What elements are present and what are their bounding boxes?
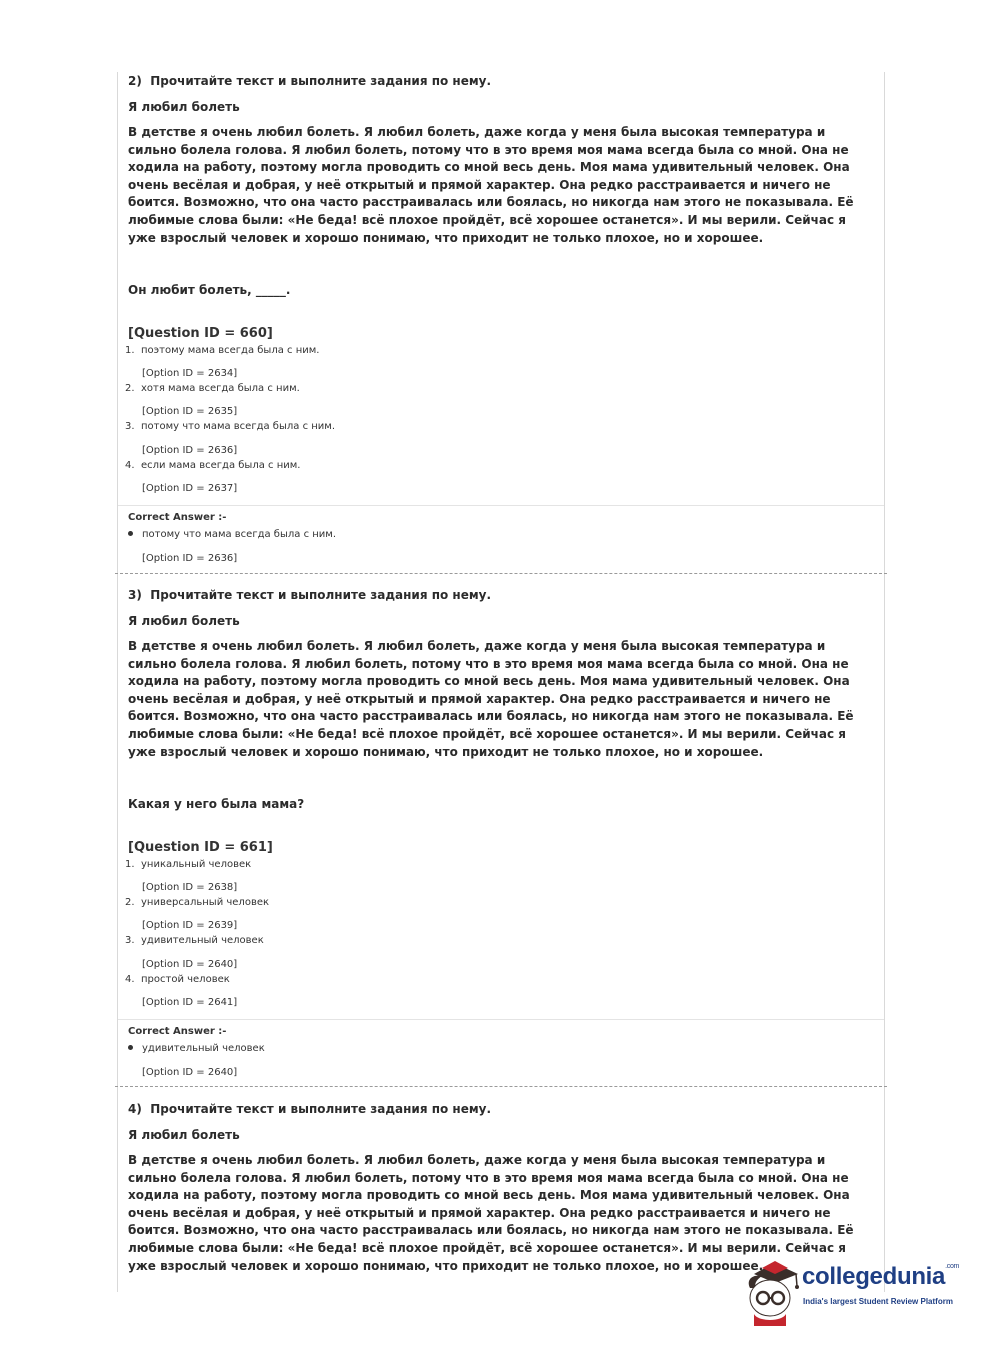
question-instruction: Прочитайте текст и выполните задания по нему. (150, 588, 492, 602)
page-right-border (884, 72, 885, 1292)
passage-text: В детстве я очень любил болеть. Я любил болеть, даже когда у меня была высокая температура и сильно болела голова. Я любил болеть, потому что в это время моя мама всегда была со мной. Она не ходила на работу, поэтому могла проводить со мной весь день. Моя мама удивительный человек. Она очень весёлая и добрая, у неё открытый и прямой характер. Она редко расстраивается и ничего не боится. Возможно, что она часто расстраивалась или боялась, но никогда нам этого не показывала. Её любимые слова были: «Не беда! всё плохое пройдёт, всё хорошее останется». И мы верили. Сейчас я уже взрослый человек и хорошо понимаю, что приходит не только плохое, но и хорошее. (128, 125, 854, 245)
question-divider (115, 1086, 887, 1087)
question-instruction: Прочитайте текст и выполните задания по нему. (150, 74, 492, 88)
option-text: универсальный человек (141, 897, 270, 908)
question-id: [Question ID = 660] (128, 326, 273, 341)
question-id: [Question ID = 661] (128, 840, 273, 855)
question-number: 4) (128, 1102, 142, 1116)
question-number: 2) (128, 74, 142, 88)
passage-text: В детстве я очень любил болеть. Я любил болеть, даже когда у меня была высокая температура и сильно болела голова. Я любил болеть, потому что в это время моя мама всегда была со мной. Она не ходила на работу, поэтому могла проводить со мной весь день. Моя мама удивительный человек. Она очень весёлая и добрая, у неё открытый и прямой характер. Она редко расстраивается и ничего не боится. Возможно, что она часто расстраивалась или боялась, но никогда нам этого не показывала. Её любимые слова были: «Не беда! всё плохое пройдёт, всё хорошее останется». И мы верили. Сейчас я уже взрослый человек и хорошо понимаю, что приходит не только плохое, но и хорошее. (128, 1153, 854, 1273)
correct-answer-label: Correct Answer :- (128, 512, 227, 523)
option-text: удивительный человек (141, 935, 264, 946)
correct-option-id: [Option ID = 2640] (142, 1067, 238, 1078)
option-number: 3. (125, 421, 135, 432)
correct-answer (128, 529, 336, 540)
bullet-icon (128, 531, 133, 536)
option-id: [Option ID = 2634] (142, 368, 238, 379)
option-text: поэтому мама всегда была с ним. (141, 345, 320, 356)
option-item[interactable] (125, 935, 264, 946)
option-number: 1. (125, 345, 135, 356)
option-number: 2. (125, 897, 135, 908)
bullet-icon (128, 1045, 133, 1050)
option-id: [Option ID = 2635] (142, 406, 238, 417)
question-stem: Какая у него была мама? (128, 797, 305, 811)
logo-wordmark (802, 1263, 959, 1291)
correct-option-id: [Option ID = 2636] (142, 553, 238, 564)
question-header (128, 1102, 491, 1116)
question-instruction: Прочитайте текст и выполните задания по нему. (150, 1102, 492, 1116)
option-number: 2. (125, 383, 135, 394)
answer-divider (118, 1019, 884, 1020)
logo-suffix: .com (945, 1263, 960, 1270)
option-item[interactable] (125, 345, 319, 356)
answer-divider (118, 505, 884, 506)
option-id: [Option ID = 2641] (142, 997, 238, 1008)
option-text: если мама всегда была с ним. (141, 460, 301, 471)
passage-title: Я любил болеть (128, 1128, 240, 1142)
correct-answer-text: потому что мама всегда была с ним. (142, 529, 337, 540)
option-id: [Option ID = 2638] (142, 882, 238, 893)
option-text: простой человек (141, 974, 230, 985)
option-text: хотя мама всегда была с ним. (141, 383, 300, 394)
passage-title: Я любил болеть (128, 100, 240, 114)
option-item[interactable] (125, 859, 251, 870)
question-number: 3) (128, 588, 142, 602)
page-left-border (117, 72, 118, 1292)
correct-answer-label: Correct Answer :- (128, 1026, 227, 1037)
logo-tagline: India's largest Student Review Platform (803, 1297, 953, 1306)
passage-text: В детстве я очень любил болеть. Я любил болеть, даже когда у меня была высокая температура и сильно болела голова. Я любил болеть, потому что в это время моя мама всегда была со мной. Она не ходила на работу, поэтому могла проводить со мной весь день. Моя мама удивительный человек. Она очень весёлая и добрая, у неё открытый и прямой характер. Она редко расстраивается и ничего не боится. Возможно, что она часто расстраивалась или боялась, но никогда нам этого не показывала. Её любимые слова были: «Не беда! всё плохое пройдёт, всё хорошее останется». И мы верили. Сейчас я уже взрослый человек и хорошо понимаю, что приходит не только плохое, но и хорошее. (128, 639, 854, 759)
option-id: [Option ID = 2636] (142, 445, 238, 456)
option-text: потому что мама всегда была с ним. (141, 421, 336, 432)
option-id: [Option ID = 2639] (142, 920, 238, 931)
option-item[interactable] (125, 383, 300, 394)
option-number: 4. (125, 974, 135, 985)
option-item[interactable] (125, 460, 300, 471)
correct-answer-text: удивительный человек (142, 1043, 265, 1054)
document-page (117, 72, 885, 1292)
logo-wordmark-text: collegedunia (802, 1263, 946, 1290)
question-header (128, 588, 491, 602)
option-item[interactable] (125, 897, 269, 908)
option-number: 3. (125, 935, 135, 946)
option-text: уникальный человек (141, 859, 252, 870)
graduate-mascot-icon (742, 1254, 802, 1326)
option-item[interactable] (125, 421, 335, 432)
option-number: 4. (125, 460, 135, 471)
question-stem: Он любит болеть, _____. (128, 283, 291, 297)
collegedunia-logo[interactable] (742, 1254, 972, 1326)
option-number: 1. (125, 859, 135, 870)
question-header (128, 74, 491, 88)
option-id: [Option ID = 2640] (142, 959, 238, 970)
question-divider (115, 573, 887, 574)
option-id: [Option ID = 2637] (142, 483, 238, 494)
option-item[interactable] (125, 974, 230, 985)
passage-title: Я любил болеть (128, 614, 240, 628)
correct-answer (128, 1043, 265, 1054)
